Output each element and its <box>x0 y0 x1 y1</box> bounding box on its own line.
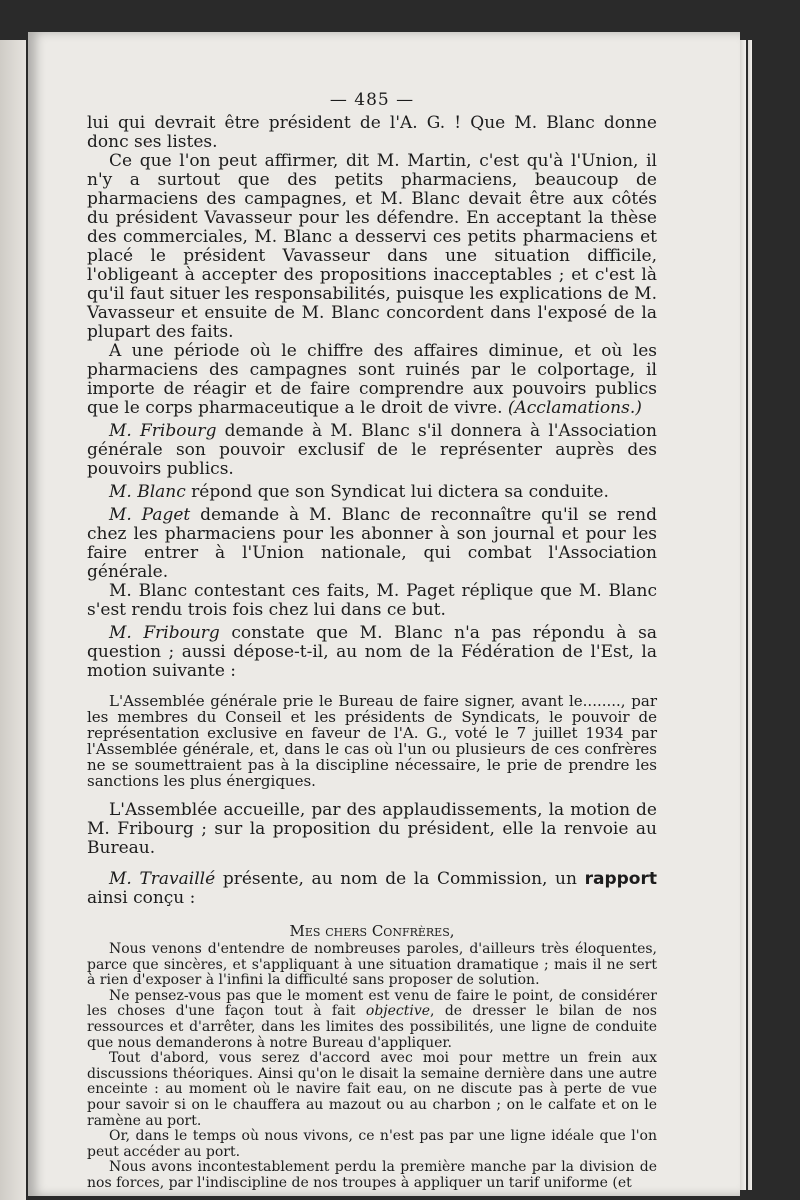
paragraph: M. Blanc contestant ces faits, M. Paget réplique que M. Blanc s'est rendu trois fois chez lui dans ce but. <box>87 581 657 620</box>
page-stack-edge-outer <box>748 40 752 1190</box>
paragraph-text: Ne pensez-vous pas que le moment est venu de faire le point, de considérer les choses d'une façon tout à fait <box>87 987 657 1020</box>
acclamations-note: (Acclamations.) <box>507 398 642 418</box>
speaker-name: M. Fribourg <box>109 421 217 441</box>
report-paragraph: Nous venons d'entendre de nombreuses paroles, d'ailleurs très éloquentes, parce que sincères, et s'appliquant à une situation dramatique ; mais il ne sert à rien d'exposer à l'infini la difficulté sans proposer de solution. <box>87 941 657 989</box>
page-text <box>87 90 657 1192</box>
italic-word: objective <box>365 1003 431 1020</box>
report-paragraph: Nous avons incontestablement perdu la première manche par la division de nos forces, par l'indiscipline de nos troupes à appliquer un tarif uniforme (et <box>87 1159 657 1191</box>
paragraph-text: , de dresser le bilan de nos ressources et d'arrêter, dans les limites des possibilités, une ligne de conduite que nous demanderons à notre Bureau d'appliquer. <box>87 1003 657 1051</box>
paragraph <box>87 342 657 418</box>
paragraph <box>87 624 657 681</box>
paragraph: L'Assemblée accueille, par des applaudissements, la motion de M. Fribourg ; sur la proposition du président, elle la renvoie au Bureau. <box>87 800 657 858</box>
speaker-name: M. Fribourg <box>109 623 220 643</box>
page-stack-edge <box>740 40 746 1190</box>
report-salutation: Mes chers Confrères, <box>289 922 455 940</box>
paragraph-text: constate que M. Blanc n'a pas répondu à sa question ; aussi dépose-t-il, au nom de la Fédération de l'Est, la motion suivante : <box>87 623 657 681</box>
paragraph-text: demande à M. Blanc s'il donnera à l'Association générale son pouvoir exclusif de le représenter auprès des pouvoirs publics. <box>87 421 657 479</box>
paragraph-text: demande à M. Blanc de reconnaître qu'il se rend chez les pharmaciens pour les abonner à son journal et pour les faire entrer à l'Union nationale, qui combat l'Association générale. <box>87 505 657 582</box>
paragraph: Ce que l'on peut affirmer, dit M. Martin, c'est qu'à l'Union, il n'y a surtout que des petits pharmaciens, beaucoup de pharmaciens des campagnes, et M. Blanc devait être aux côtés du président Vavasseur pour les défendre. En acceptant la thèse des commerciales, M. Blanc a desservi ces petits pharmaciens et placé le président Vavasseur dans une situation difficile, l'obligeant à accepter des propositions inacceptables ; et c'est là qu'il faut situer les responsabilités, puisque les explications de M. Vavasseur et ensuite de M. Blanc concordent dans l'exposé de la plupart des faits. <box>87 151 657 342</box>
paragraph <box>87 506 657 582</box>
paragraph <box>87 422 657 479</box>
facing-page-edge <box>0 40 26 1200</box>
paragraph: lui qui devrait être président de l'A. G. ! Que M. Blanc donne donc ses listes. <box>87 113 657 152</box>
report-paragraph <box>87 989 657 1051</box>
motion-text: L'Assemblée générale prie le Bureau de faire signer, avant le........, par les membres du Conseil et les présidents de Syndicats, le pouvoir de représentation exclusive en faveur de l'A. G., voté le 7 juillet 1934 par l'Assemblée générale, et, dans le cas où l'un ou plusieurs de ces confrères ne se soumettraient pas à la discipline nécessaire, le prie de prendre les sanctions les plus énergiques. <box>87 692 657 790</box>
page-number: — 485 — <box>329 90 415 110</box>
speaker-name: M. Travaillé <box>109 869 216 889</box>
paragraph-text: présente, au nom de la Commission, un <box>215 869 585 889</box>
speaker-name: M. Blanc <box>109 482 186 502</box>
paragraph-text: A une période où le chiffre des affaires diminue, et où les pharmaciens des campagnes sont ruinés par le colportage, il importe de réagir et de faire comprendre aux pouvoirs publics que le corps pharmaceutique a le droit de vivre. <box>87 341 657 418</box>
report-paragraph: Or, dans le temps où nous vivons, ce n'est pas par une ligne idéale que l'on peut accéder au port. <box>87 1128 657 1160</box>
paragraph-text: ainsi conçu : <box>87 888 196 908</box>
paragraph-text: répond que son Syndicat lui dictera sa conduite. <box>185 482 609 502</box>
rapport-bold: rapport <box>584 869 657 889</box>
paragraph <box>87 483 657 502</box>
report-paragraph: Tout d'abord, vous serez d'accord avec moi pour mettre un frein aux discussions théoriques. Ainsi qu'on le disait la semaine dernière dans une autre enceinte : au moment où le navire fait eau, on ne discute pas à perte de vue pour savoir si on le chauffera au mazout ou au charbon ; on le calfate et on le ramène au port. <box>87 1050 657 1129</box>
paragraph <box>87 870 657 908</box>
speaker-name: M. Paget <box>109 505 191 525</box>
